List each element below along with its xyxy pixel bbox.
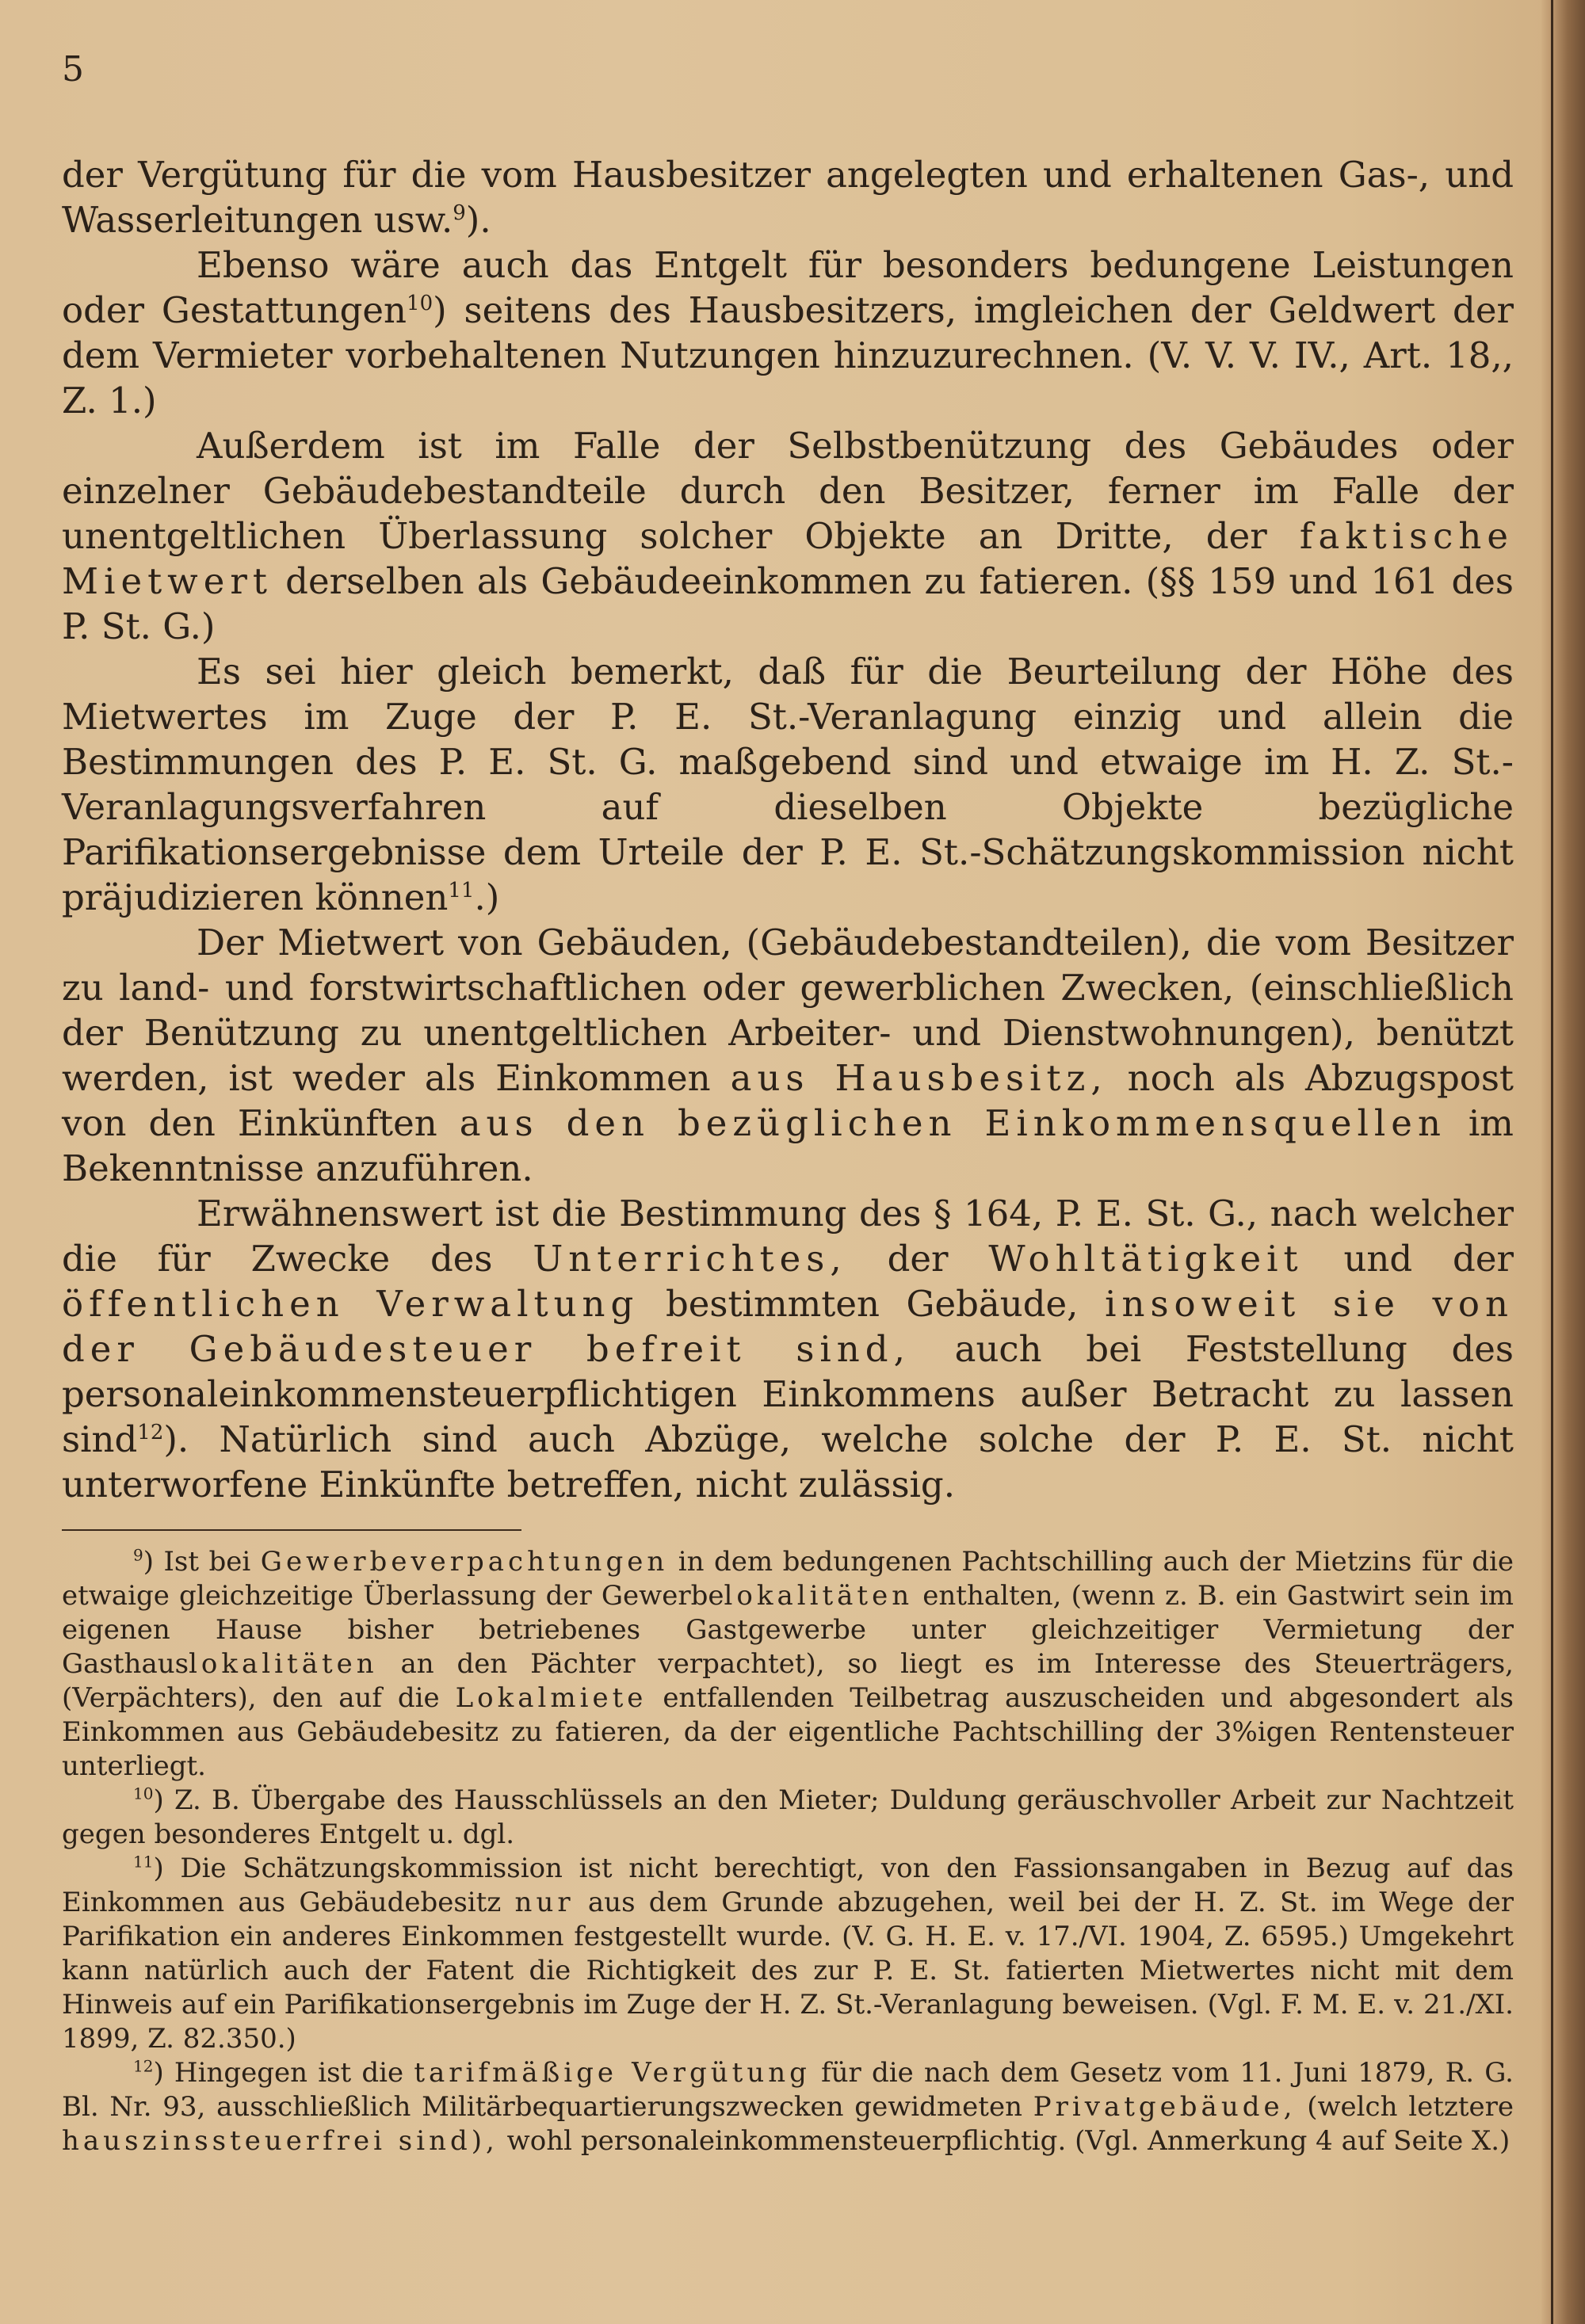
page-edge [1541, 0, 1585, 2324]
paragraph-4: Es sei hier gleich bemerkt, daß für die Beurteilung der Höhe des Mietwertes im Zuge der P. E. St.-Veranlagung einzig und allein die Bestimmungen des P. E. St. G. maßgebend sind und etwaige im H. Z. St.-Veranlagungsverfahren auf dieselben Objekte bezügliche Parifikationsergebnisse dem Urteile der P. E. St.-Schätzungskommission nicht präjudizieren können$^{11}$.) [62, 651, 1514, 918]
footnotes [62, 1545, 1514, 2158]
paragraph-5: Der Mietwert von Gebäuden, (Gebäudebestandteilen), die vom Besitzer zu land- und forstwirtschaftlichen oder gewerblichen Zwecken, (einschließlich der Benützung zu unentgeltlichen Arbeiter- und Dienstwohnungen), benützt werden, ist weder als Einkommen aus Hausbesitz, noch als Abzugspost von den Einkünften aus den bezüglichen Einkommensquellen im Bekenntnisse anzuführen. [62, 922, 1514, 1189]
footnote-10: $^{10}$) Z. B. Übergabe des Hausschlüssels an den Mieter; Duldung geräuschvoller Arbeit zur Nachtzeit gegen besonderes Entgelt u. dgl. [62, 1784, 1514, 1850]
footnote-rule [62, 1529, 521, 1531]
page-edge-line [1551, 0, 1553, 2324]
paragraph-2: Ebenso wäre auch das Entgelt für besonders bedungene Leistungen oder Gestattungen$^{10}$) seitens des Hausbesitzers, imgleichen der Geldwert der dem Vermieter vorbehaltenen Nutzungen hinzuzurechnen. (V. V. V. IV., Art. 18,, Z. 1.) [62, 244, 1514, 422]
paragraph-6: Erwähnenswert ist die Bestimmung des § 164, P. E. St. G., nach welcher die für Zwecke des Unterrichtes, der Wohltätigkeit und der öffentlichen Verwaltung bestimmten Gebäude, insoweit sie von der Gebäudesteuer befreit sind, auch bei Feststellung des personaleinkommensteuerpflichtigen Einkommens außer Betracht zu lassen sind$^{12}$). Natürlich sind auch Abzüge, welche solche der P. E. St. nicht unterworfene Einkünfte betreffen, nicht zulässig. [62, 1193, 1514, 1505]
paragraph-1: der Vergütung für die vom Hausbesitzer angelegten und erhaltenen Gas-, und Wasserleitungen usw.$^9$). [62, 154, 1514, 241]
footnote-9: $^9$) Ist bei Gewerbeverpachtungen in dem bedungenen Pachtschilling auch der Mietzins für die etwaige gleichzeitige Überlassung der Gewerbelokalitäten enthalten, (wenn z. B. ein Gastwirt sein im eigenen Hause bisher betriebenes Gastgewerbe unter gleichzeitiger Vermietung der Gasthauslokalitäten an den Pächter verpachtet), so liegt es im Interesse des Steuerträgers, (Verpächters), den auf die Lokalmiete entfallenden Teilbetrag auszuscheiden und abgesondert als Einkommen aus Gebäudebesitz zu fatieren, da der eigentliche Pachtschilling der 3%igen Rentensteuer unterliegt. [62, 1545, 1514, 1782]
footnote-11: $^{11}$) Die Schätzungskommission ist nicht berechtigt, von den Fassionsangaben in Bezug auf das Einkommen aus Gebäudebesitz nur aus dem Grunde abzugehen, weil bei der H. Z. St. im Wege der Parifikation ein anderes Einkommen festgestellt wurde. (V. G. H. E. v. 17./VI. 1904, Z. 6595.) Umgekehrt kann natürlich auch der Fatent die Richtigkeit des zur P. E. St. fatierten Mietwertes nicht mit dem Hinweis auf ein Parifikationsergebnis im Zuge der H. Z. St.-Veranlagung beweisen. (Vgl. F. M. E. v. 21./XI. 1899, Z. 82.350.) [62, 1852, 1514, 2055]
main-text [62, 152, 1514, 1507]
footnote-12: $^{12}$) Hingegen ist die tarifmäßige Vergütung für die nach dem Gesetz vom 11. Juni 1879, R. G. Bl. Nr. 93, ausschließlich Militärbequartierungszwecken gewidmeten Privatgebäude, (welch letztere hauszinssteuerfrei sind), wohl personaleinkommensteuerpflichtig. (Vgl. Anmerkung 4 auf Seite X.) [62, 2056, 1514, 2157]
paragraph-3: Außerdem ist im Falle der Selbstbenützung des Gebäudes oder einzelner Gebäudebestandteile durch den Besitzer, ferner im Falle der unentgeltlichen Überlassung solcher Objekte an Dritte, der faktische Mietwert derselben als Gebäudeeinkommen zu fatieren. (§§ 159 und 161 des P. St. G.) [62, 425, 1514, 647]
page-number: 5 [62, 49, 84, 90]
